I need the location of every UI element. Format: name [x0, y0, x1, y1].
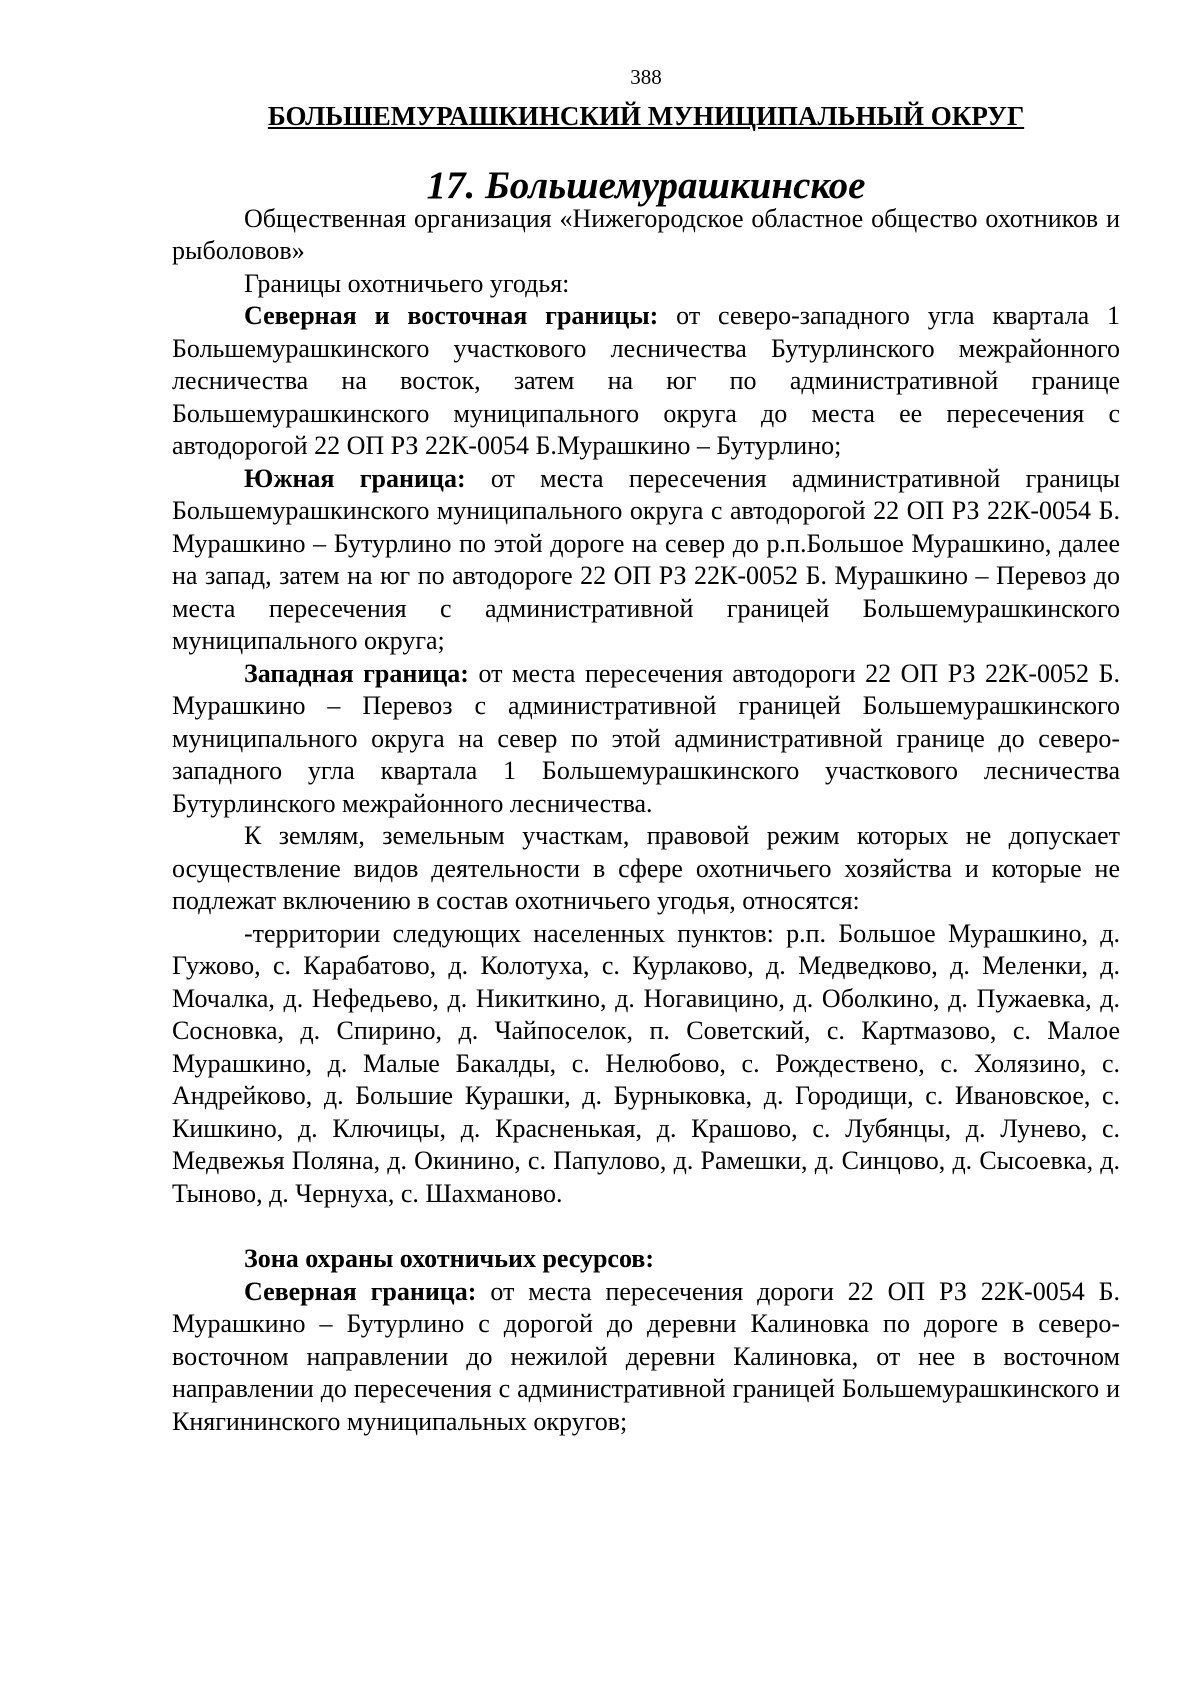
- district-title: БОЛЬШЕМУРАШКИНСКИЙ МУНИЦИПАЛЬНЫЙ ОКРУГ: [267, 101, 1025, 131]
- south-border-text: от места пересечения административной границы Большемурашкинского муниципального округа с автодорогой 22 ОП РЗ 22К-0054 Б. Мурашкино – Бутурлино по этой дороге на север до р.п.Большое Мурашкино, далее на запад, затем на юг по автодороге 22 ОП РЗ 22К-0052 Б. Мурашкино – Перевоз до места пересечения с административной границей Большемурашкинского муниципального округа;: [172, 463, 1121, 655]
- zone-north-border-label: Северная граница:: [244, 1276, 477, 1306]
- borders-intro: Границы охотничьего угодья:: [244, 268, 570, 298]
- protection-zone-title: Зона охраны охотничьих ресурсов:: [244, 1244, 655, 1273]
- document-page: [172, 64, 1120, 1438]
- north-east-border-label: Северная и восточная границы:: [244, 301, 659, 330]
- south-border-label: Южная граница:: [244, 463, 466, 493]
- zone-north-border-paragraph: [172, 1276, 1120, 1439]
- west-border-paragraph: [172, 658, 1120, 821]
- zone-north-border-text: от места пересечения дороги 22 ОП РЗ 22К-0054 Б. Мурашкино – Бутурлино с дорогой до деревни Калиновка по дороге в северо-восточном направлении до нежилой деревни Калиновка, от нее в восточном направлении до пересечения с административной границей Большемурашкинского и Княгининского муниципальных округов;: [172, 1276, 1120, 1436]
- west-border-text: от места пересечения автодороги 22 ОП РЗ 22К-0052 Б. Мурашкино – Перевоз с административной границей Большемурашкинского муниципального округа на север по этой административной границе до северо-западного угла квартала 1 Большемурашкинского участкового лесничества Бутурлинского межрайонного лесничества.: [172, 658, 1120, 818]
- settlements-list: -территории следующих населенных пунктов: р.п. Большое Мурашкино, д. Гужово, с. Карабатово, д. Колотуха, с. Курлаково, д. Медведково, д. Меленки, д. Мочалка, д. Нефедьево, д. Никиткино, д. Ногавицино, д. Оболкино, д. Пужаевка, д. Сосновка, д. Спирино, д. Чайпоселок, п. Советский, с. Картмазово, с. Малое Мурашкино, д. Малые Бакалды, с. Нелюбово, с. Рождествено, с. Холязино, с. Андрейково, д. Большие Курашки, д. Бурныковка, д. Городищи, с. Ивановское, с. Кишкино, д. Ключицы, д. Красненькая, д. Крашово, с. Лубянцы, д. Лунево, с. Медвежья Поляна, д. Окинино, с. Папулово, д. Рамешки, д. Синцово, д. Сысоевка, д. Тыново, д. Чернуха, с. Шахманово.: [172, 918, 1120, 1208]
- north-east-border-paragraph: [172, 300, 1120, 463]
- organization-paragraph: Общественная организация «Нижегородское областное общество охотников и рыболовов»: [172, 203, 1120, 265]
- exclusions-intro: К землям, земельным участкам, правовой режим которых не допускает осуществление видов деятельности в сфере охотничьего хозяйства и которые не подлежат включению в состав охотничьего угодья, относятся:: [172, 821, 1120, 915]
- west-border-label: Западная граница:: [244, 658, 469, 688]
- south-border-paragraph: [172, 463, 1120, 658]
- page-number: 388: [630, 65, 662, 89]
- north-east-border-text: от северо-западного угла квартала 1 Большемурашкинского участкового лесничества Бутурлинского межрайонного лесничества на восток, затем на юг по административной границе Большемурашкинского муниципального округа до места ее пересечения с автодорогой 22 ОП РЗ 22К-0054 Б.Мурашкино – Бутурлино;: [172, 301, 1120, 460]
- section-title: 17. Большемурашкинское: [426, 164, 866, 207]
